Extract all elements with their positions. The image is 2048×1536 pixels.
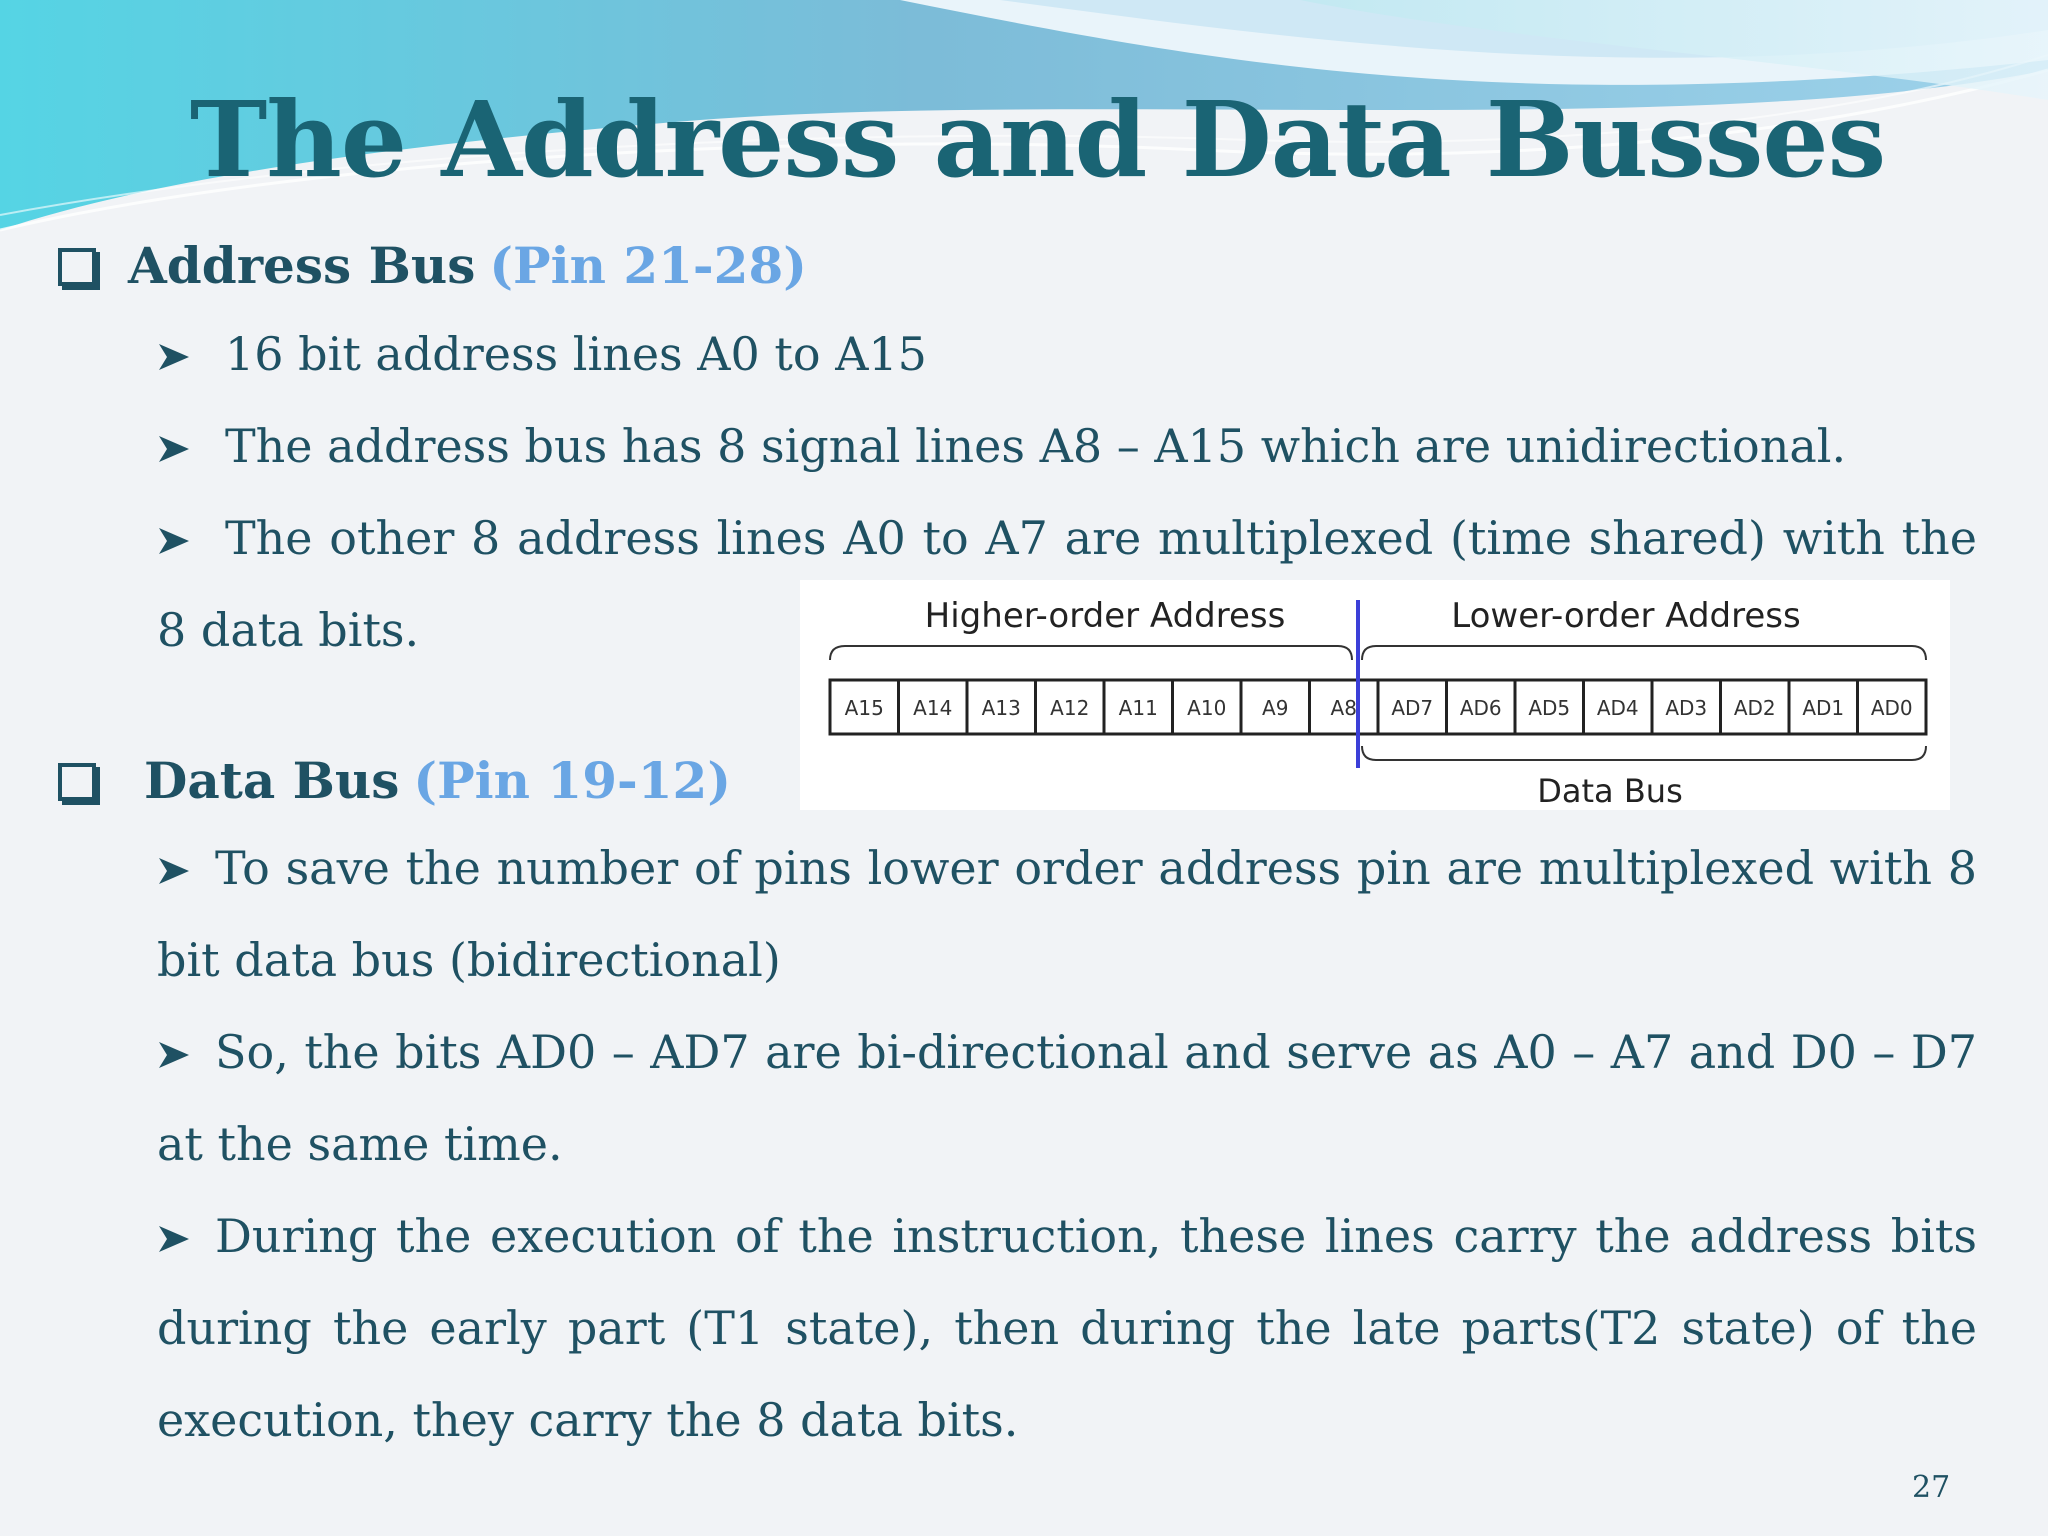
bus-cell-label: AD5	[1528, 696, 1571, 720]
data-bullet-3: During the execution of the instruction, these lines carry the address bits during the early part (T1 state), then during the late parts(T2 state) of the execution, they carry the 8 data bits.	[157, 1209, 1977, 1447]
bus-cell-label: AD0	[1870, 696, 1913, 720]
checkbox-bullet-icon	[58, 763, 96, 801]
bus-cell-label: A13	[981, 696, 1021, 720]
higher-order-label: Higher-order Address	[924, 596, 1286, 636]
address-bullet-3: The other 8 address lines A0 to A7 are multiplexed (time shared) with the 8 data bits.	[157, 511, 1977, 657]
arrow-bullet-icon	[157, 1224, 191, 1254]
address-bullet-1: 16 bit address lines A0 to A15	[157, 308, 1977, 400]
bus-cell-label: AD2	[1733, 696, 1776, 720]
bus-cell-label: AD7	[1391, 696, 1434, 720]
address-data-bus-diagram	[800, 580, 1950, 810]
bus-cell-label: AD1	[1802, 696, 1845, 720]
bus-cell-label: AD6	[1459, 696, 1502, 720]
arrow-bullet-icon	[157, 1040, 191, 1070]
bus-cell-label: A8	[1330, 696, 1357, 720]
bus-cell-label: A10	[1187, 696, 1227, 720]
data-bus-pins: (Pin 19-12)	[413, 751, 731, 810]
page-number: 27	[1912, 1470, 1951, 1505]
bus-cells	[830, 680, 1926, 734]
data-bullet-2: So, the bits AD0 – AD7 are bi-directional and serve as A0 – A7 and D0 – D7 at the same time.	[157, 1025, 1977, 1171]
address-bus-title: Address Bus	[128, 236, 476, 295]
bus-cell-label: AD4	[1596, 696, 1639, 720]
address-bus-heading	[58, 236, 807, 295]
arrow-bullet-icon	[157, 856, 191, 886]
data-bus-title: Data Bus	[144, 751, 400, 810]
address-bullet-2: The address bus has 8 signal lines A8 – A15 which are unidirectional.	[157, 400, 1977, 492]
arrow-bullet-icon	[157, 434, 191, 464]
data-bus-heading	[58, 751, 731, 810]
data-bullet-1: To save the number of pins lower order address pin are multiplexed with 8 bit data bus (bidirectional)	[157, 841, 1977, 987]
data-bus-label: Data Bus	[1537, 772, 1683, 810]
bus-cell-label: A14	[913, 696, 953, 720]
bus-cell-label: A9	[1262, 696, 1289, 720]
checkbox-bullet-icon	[58, 248, 96, 286]
bus-cell-label: A15	[844, 696, 884, 720]
bus-cell-label: A12	[1050, 696, 1090, 720]
slide-title: The Address and Data Busses	[189, 78, 1886, 201]
bus-cell-label: A11	[1118, 696, 1158, 720]
arrow-bullet-icon	[157, 526, 191, 556]
address-bus-pins: (Pin 21-28)	[489, 236, 807, 295]
lower-order-label: Lower-order Address	[1451, 596, 1801, 636]
arrow-bullet-icon	[157, 342, 191, 372]
bus-cell-label: AD3	[1665, 696, 1708, 720]
